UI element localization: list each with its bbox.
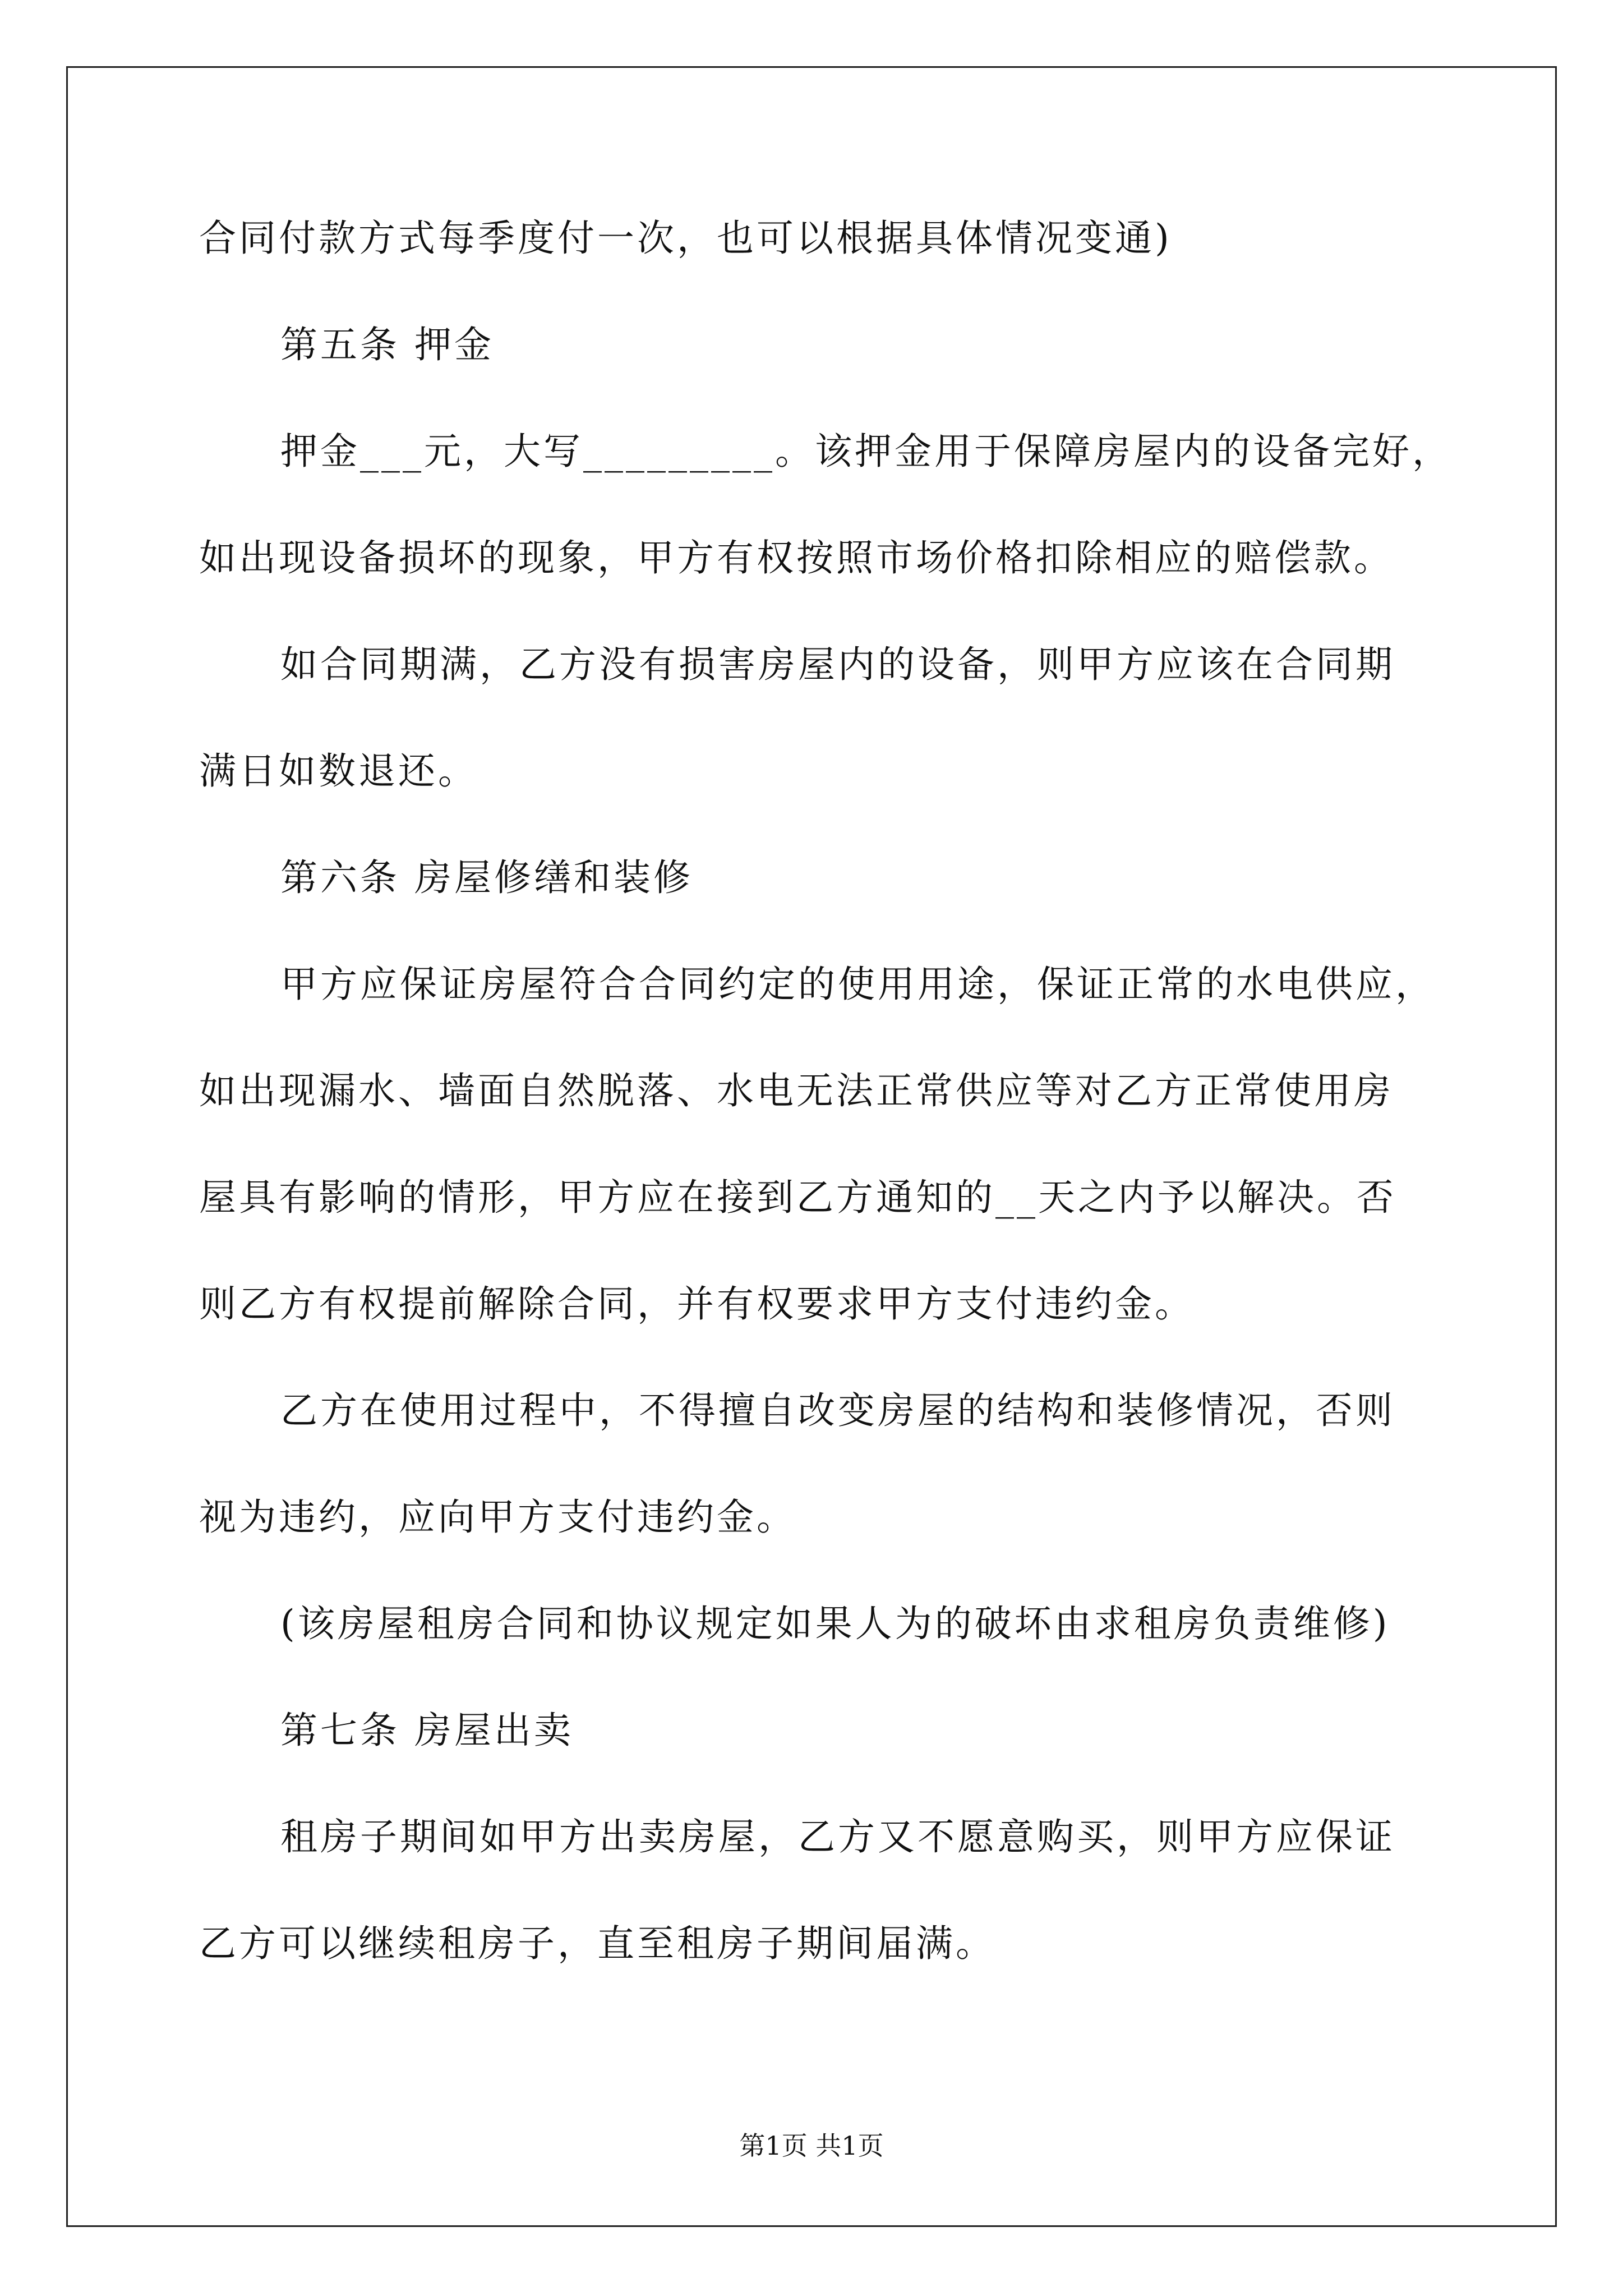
text-line-deposit-amount: 押金___元，大写_________。该押金用于保障房屋内的设备完好， (280, 430, 1452, 473)
text-line-breach-penalty: 视为违约，应向甲方支付违约金。 (199, 1496, 796, 1539)
text-line-house-sale-cont: 乙方可以继续租房子，直至租房子期间届满。 (199, 1922, 995, 1965)
text-line-damage-note: (该房屋租房合同和协议规定如果人为的破坏由求租房负责维修) (280, 1602, 1390, 1645)
page-number-footer: 第1页 共1页 (739, 2131, 884, 2161)
text-line-tenant-obligation: 乙方在使用过程中，不得擅自改变房屋的结构和装修情况，否则 (280, 1389, 1395, 1432)
text-line-termination-right: 则乙方有权提前解除合同，并有权要求甲方支付违约金。 (199, 1282, 1195, 1326)
text-line-deposit-deduction: 如出现设备损坏的现象，甲方有权按照市场价格扣除相应的赔偿款。 (199, 536, 1394, 579)
text-line-deposit-refund-cont: 满日如数退还。 (199, 749, 478, 793)
document-body (199, 205, 1452, 2017)
text-line-payment-note: 合同付款方式每季度付一次，也可以根据具体情况变通) (199, 217, 1172, 260)
text-line-house-sale: 租房子期间如甲方出卖房屋，乙方又不愿意购买，则甲方应保证 (280, 1815, 1395, 1858)
text-line-deposit-refund: 如合同期满，乙方没有损害房屋内的设备，则甲方应该在合同期 (280, 643, 1395, 686)
text-line-repair-cases: 如出现漏水、墙面自然脱落、水电无法正常供应等对乙方正常使用房 (199, 1069, 1394, 1112)
text-line-repair-deadline: 屋具有影响的情形，甲方应在接到乙方通知的__天之内予以解决。否 (199, 1176, 1396, 1219)
text-line-landlord-guarantee: 甲方应保证房屋符合合同约定的使用用途，保证正常的水电供应， (280, 963, 1435, 1006)
article-7-heading: 第七条 房屋出卖 (280, 1709, 574, 1752)
article-5-heading: 第五条 押金 (280, 323, 494, 366)
article-6-heading: 第六条 房屋修缮和装修 (280, 856, 693, 899)
